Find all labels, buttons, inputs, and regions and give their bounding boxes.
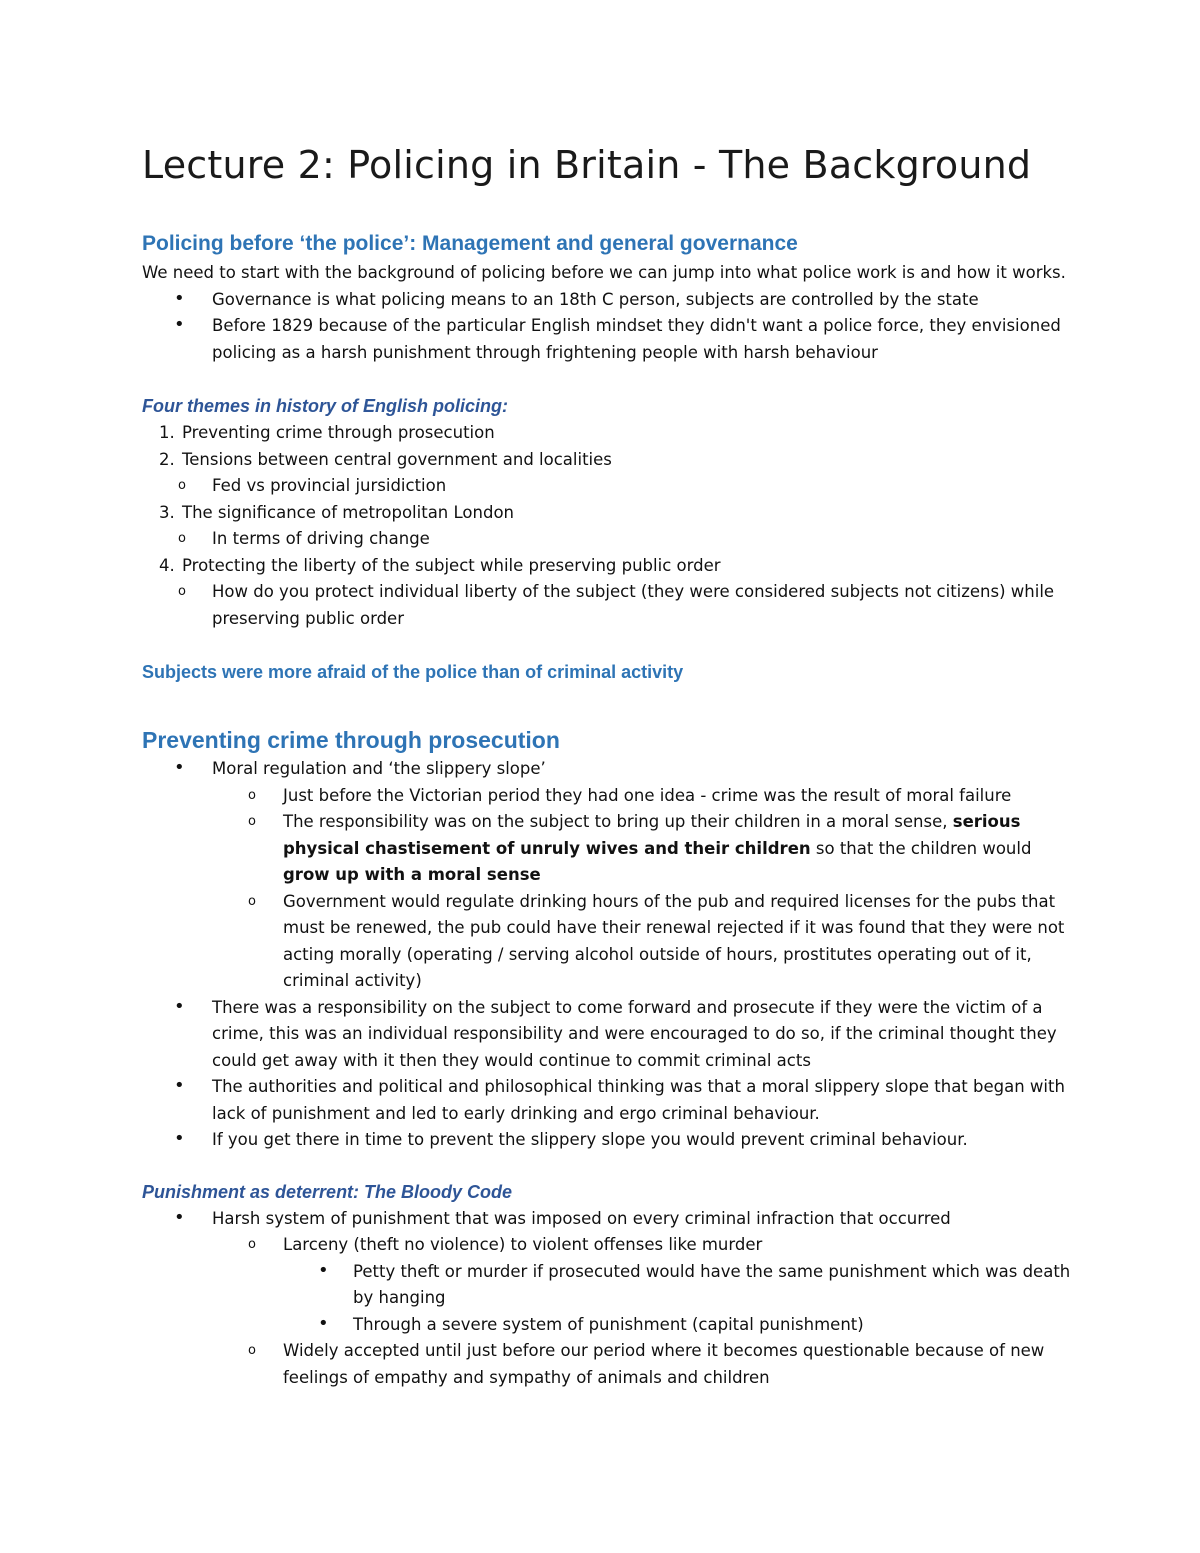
list-item: 1. Preventing crime through prosecution [142,420,1072,447]
section2-bullet-list [142,756,1072,1154]
page-title: Lecture 2: Policing in Britain - The Background [142,143,1032,187]
list-item: 2. Tensions between central government and localities [142,447,1072,474]
themes-numbered-list [142,420,1072,632]
circle-bullet-icon: o [248,787,256,803]
list-number: 3. [159,502,175,522]
list-number: 1. [159,423,175,442]
list-subitem: o Larceny (theft no violence) to violent offenses like murder [142,1232,1072,1259]
list-number: 2. [159,449,175,469]
bullet-icon: • [318,1312,329,1334]
circle-bullet-icon: o [248,1343,256,1358]
section3-bullet-list [142,1206,1072,1392]
list-item: 3. The significance of metropolitan London [142,500,1072,527]
list-subitem: o Government would regulate drinking hours of the pub and required licenses for the pubs that must be renewed, the pub could have their renewal rejected if it was found that they were not acting morally (operating / serving alcohol outside of hours, prostitutes operating out of it, criminal activity) [142,889,1072,995]
list-subsubitem: • Petty theft or murder if prosecuted would have the same punishment which was death by hanging [318,1259,1071,1307]
bullet-icon: • [174,995,185,1017]
list-item: • There was a responsibility on the subject to come forward and prosecute if they were the victim of a crime, this was an individual responsibility and were encouraged to do so, if the criminal thought they could get away with it then they would continue to commit criminal acts [174,995,1057,1070]
document-content [142,138,1072,1391]
bold-emphasis: serious physical chastisement of unruly wives and their children [283,812,1021,858]
subheading-four-themes: Four themes in history of English policing: [142,396,509,416]
list-item: • Governance is what policing means to an 18th C person, subjects are controlled by the state [174,287,979,309]
list-subitem: o The responsibility was on the subject to bring up their children in a moral sense, serious physical chastisement of unruly wives and their children so that the children would grow up with a moral sense [142,809,1072,889]
list-subitem: o In terms of driving change [142,526,1072,553]
section-heading-policing-before-police: Policing before ‘the police’: Management and general governance [142,232,798,255]
list-item: • If you get there in time to prevent the slippery slope you would prevent criminal behaviour. [174,1128,968,1149]
intro-paragraph: We need to start with the background of policing before we can jump into what police work is and how it works. [142,263,1066,282]
list-item: • Harsh system of punishment that was imposed on every criminal infraction that occurred [174,1206,951,1228]
section-heading-preventing-crime: Preventing crime through prosecution [142,727,560,753]
list-subsubitem: • Through a severe system of punishment (capital punishment) [318,1312,864,1334]
bullet-icon: • [174,1206,185,1228]
section1-bullet-list [142,287,1072,367]
list-item: • The authorities and political and philosophical thinking was that a moral slippery slope that began with lack of punishment and led to early drinking and ergo criminal behaviour. [174,1075,1065,1123]
list-subitem: o Widely accepted until just before our period where it becomes questionable because of new feelings of empathy and sympathy of animals and children [142,1338,1072,1391]
callout-heading: Subjects were more afraid of the police than of criminal activity [142,662,684,682]
bullet-icon: • [174,757,185,778]
list-item: • Moral regulation and ‘the slippery slope’ [174,757,546,778]
list-number: 4. [159,555,175,575]
circle-bullet-icon: o [178,478,186,493]
circle-bullet-icon: o [248,814,256,829]
list-subitem: o How do you protect individual liberty of the subject (they were considered subjects not citizens) while preserving public order [142,579,1072,632]
circle-bullet-icon: o [248,1237,256,1252]
bullet-icon: • [174,314,185,335]
list-item: • Before 1829 because of the particular English mindset they didn't want a police force, they envisioned policing as a harsh punishment through frightening people with harsh behaviour [174,314,1061,362]
list-subitem: o Just before the Victorian period they had one idea - crime was the result of moral failure [142,783,1072,810]
subheading-bloody-code: Punishment as deterrent: The Bloody Code [142,1181,513,1202]
list-subitem: o Fed vs provincial jursidiction [142,473,1072,500]
bullet-icon: • [174,287,185,309]
list-item: 4. Protecting the liberty of the subject while preserving public order [142,553,1072,580]
bold-emphasis: grow up with a moral sense [283,865,541,884]
bullet-icon: • [318,1259,329,1281]
circle-bullet-icon: o [248,893,256,909]
bullet-icon: • [174,1075,185,1096]
bullet-icon: • [174,1128,185,1149]
circle-bullet-icon: o [178,531,186,546]
circle-bullet-icon: o [178,584,186,599]
